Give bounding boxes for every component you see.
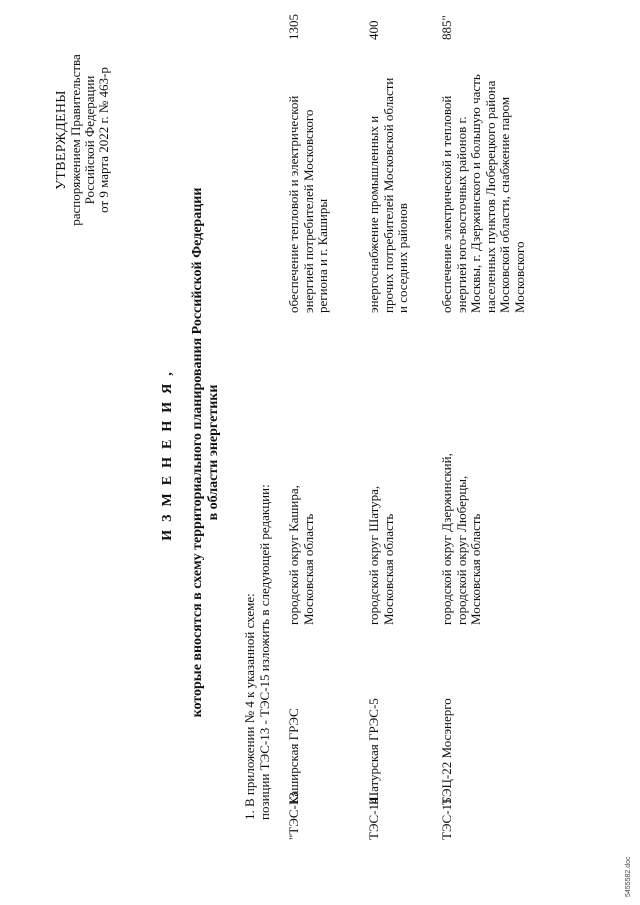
row-location: городской округ Дзержинский, городской округ Люберцы, Московская область <box>439 453 483 625</box>
row-name: ТЭЦ-22 Мосэнерго <box>439 698 454 805</box>
row-power: 885" <box>439 15 454 40</box>
approval-stamp <box>55 15 111 265</box>
row-power: 400 <box>366 20 381 40</box>
intro-line-1: 1. В приложении № 4 к указанной схеме: <box>242 593 257 820</box>
row-location: городской округ Шатура, Московская область <box>366 485 396 625</box>
row-code: "ТЭС-13 <box>286 792 301 840</box>
title-main: ИЗМЕНЕНИЯ, <box>160 364 175 541</box>
row-code: ТЭС-14 <box>366 797 381 840</box>
row-purpose: обеспечение тепловой и электрической энергией потребителей Московского региона и г. Каширы <box>286 95 330 313</box>
footer-doc-id: 5455582.doc <box>625 856 632 897</box>
title-subtitle-2: в области энергетики <box>206 384 221 521</box>
approval-line-3: от 9 марта 2022 г. № 463-р <box>96 67 111 213</box>
approval-line-1: распоряжением Правительства <box>68 54 83 226</box>
intro-paragraph <box>242 120 272 820</box>
title-subtitle-1: которые вносятся в схему территориального планирования Российской Федерации <box>190 187 205 718</box>
intro-line-2: позиции ТЭС-13 - ТЭС-15 изложить в следующей редакции: <box>257 484 272 820</box>
approval-line-2: Российской Федерации <box>82 75 97 205</box>
document-title <box>160 100 222 805</box>
row-code: ТЭС-15 <box>439 797 454 840</box>
row-purpose: обеспечение электрической и тепловой энергией юго-восточных районов г. Москвы, г. Дзержинского и большую часть населенных пунктов Люберецкого района Московской области, снабжение паром Московского <box>439 74 527 313</box>
approval-heading: УТВЕРЖДЕНЫ <box>54 90 69 190</box>
row-name: Шатурская ГРЭС-5 <box>366 698 381 805</box>
row-power: 1305 <box>286 14 301 40</box>
row-name: Каширская ГРЭС <box>286 708 301 805</box>
row-location: городской округ Кашира, Московская область <box>286 485 316 625</box>
row-purpose: энергоснабжение промышленных и прочих потребителей Московской области и соседних районов <box>366 77 410 313</box>
